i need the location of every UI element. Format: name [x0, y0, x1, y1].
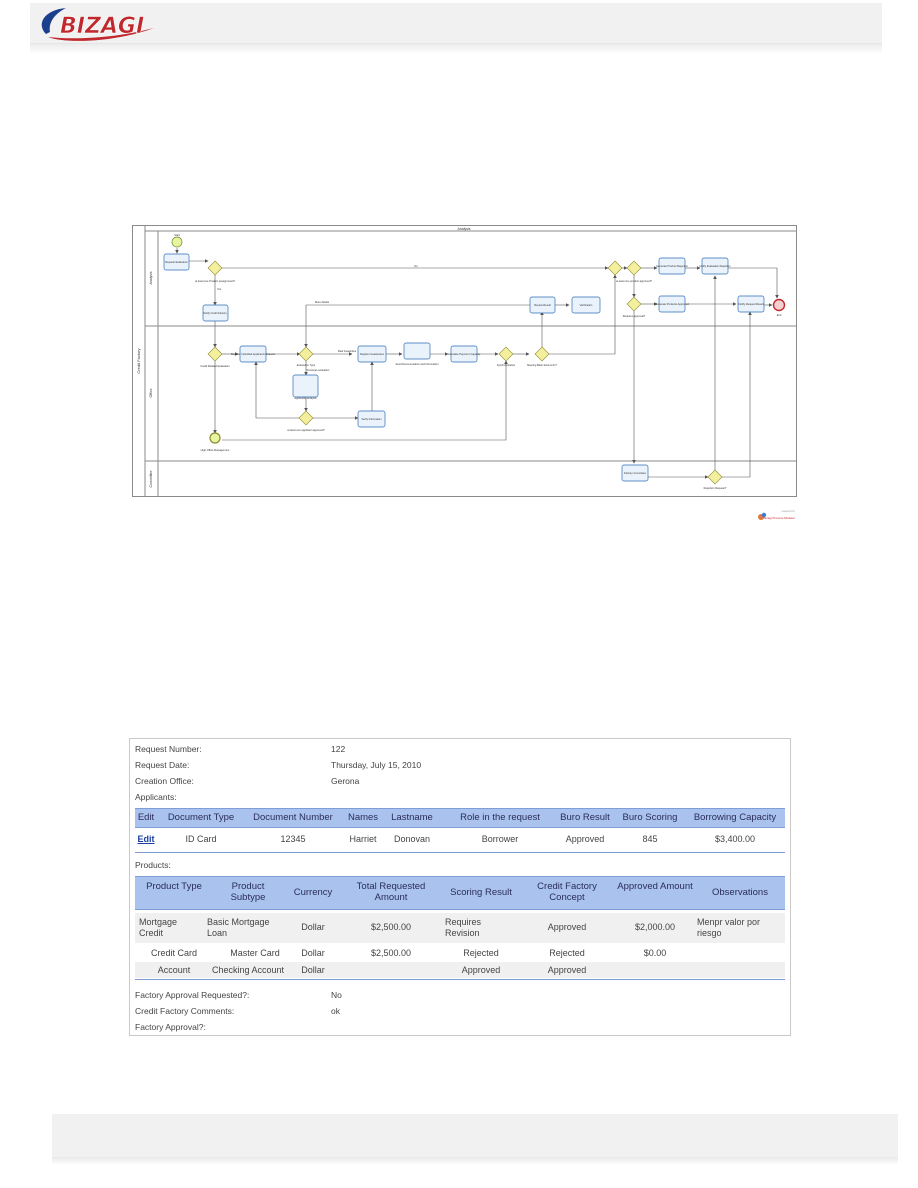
pool-title: Analysis	[457, 227, 471, 231]
svg-text:No: No	[414, 265, 418, 268]
svg-text:Meeting Basic Economic?: Meeting Basic Economic?	[527, 364, 557, 367]
svg-text:Verify Information: Verify Information	[361, 418, 382, 421]
svg-text:powered by: powered by	[781, 510, 795, 513]
applicants-grid-header: Edit Document Type Document Number Names Lastname Role in the request Buro Result Buro Scoring Borrowing Capacity	[135, 808, 785, 828]
svg-text:Credit Related Evaluation: Credit Related Evaluation	[200, 365, 230, 368]
svg-text:Generate Products Approved: Generate Products Approved	[655, 303, 689, 306]
lane-analysis: Analysis	[149, 271, 153, 285]
request-form: Request Number: 122 Request Date: Thursday, July 15, 2010 Creation Office: Gerona Applicants: Edit Document Type Document Number Names Lastname Role in the request Buro Result Buro Scoring Borrowing Capacity Edit ID Card 12345 Harriet Donovan Borrower Approved 845 $3,400.00 Products: Product Type Product Subtype Currency Total Requested Amount Scoring Result Credit Factory Concept Approved Amount Observations Mortgage Credit Basic Mortgage Loan Dollar $2,500.00 Requires Revision Approved $2,000.00 Menpr valor por riesgo Credit Card Master Card Dollar $2,500.00 Rejected Rejected $0.00 Account Checking Account Dollar Approved Approved Factory Approval Requested?: No Credit Factory Comments: ok Factory Approval?:	[129, 738, 791, 1036]
edit-applicant-link[interactable]: Edit	[137, 834, 155, 844]
svg-text:at least one Product preapprov: at least one Product preapproved?	[195, 280, 235, 283]
svg-text:Calculate Payment Capacity: Calculate Payment Capacity	[447, 353, 481, 356]
svg-text:Personal evaluation: Personal evaluation	[306, 369, 330, 372]
svg-text:Generate Product Rejection: Generate Product Rejection	[655, 265, 689, 268]
applicant-row: Edit ID Card 12345 Harriet Donovan Borrower Approved 845 $3,400.00	[135, 831, 785, 849]
process-diagram	[132, 225, 797, 497]
svg-text:Request Evaluation: Request Evaluation	[165, 261, 188, 264]
task-applicants-analysis	[293, 375, 318, 397]
applicants-bottom-rule	[135, 852, 785, 853]
svg-text:High Office Management: High Office Management	[200, 449, 230, 452]
products-bottom-rule	[135, 979, 785, 980]
svg-text:at least one product approved?: at least one product approved?	[616, 280, 652, 283]
svg-text:Bizagi Process Modeler: Bizagi Process Modeler	[763, 516, 795, 520]
svg-text:Review Result: Review Result	[534, 304, 551, 307]
end-event	[774, 300, 785, 311]
product-row: Account Checking Account Dollar Approved Approved	[135, 962, 785, 978]
svg-text:More details: More details	[314, 301, 330, 304]
svg-text:Notify Credit Factory: Notify Credit Factory	[203, 312, 227, 315]
svg-text:Factory Committee: Factory Committee	[624, 472, 646, 475]
product-row: Mortgage Credit Basic Mortgage Loan Dollar $2,500.00 Requires Revision Approved $2,000.00 Menpr valor por riesgo	[135, 913, 785, 943]
svg-text:at least one applicant approve: at least one applicant approved?	[287, 429, 325, 432]
pool-label: Credit Factory	[136, 348, 141, 374]
svg-text:Synchronization: Synchronization	[496, 364, 516, 367]
svg-text:Yes: Yes	[216, 288, 222, 291]
intermediate-event	[210, 433, 220, 443]
task-send-documentation	[404, 343, 430, 359]
svg-text:Notify Evaluation Rejection: Notify Evaluation Rejection	[699, 265, 731, 268]
lane-office: Office	[149, 388, 153, 398]
product-row: Credit Card Master Card Dollar $2,500.00 Rejected Rejected $0.00	[150, 948, 667, 958]
svg-text:Verification: Verification	[579, 304, 593, 307]
svg-text:Notify Request Result: Notify Request Result	[738, 303, 764, 306]
svg-text:Start: Start	[174, 234, 180, 237]
svg-text:Register Guarantees: Register Guarantees	[360, 353, 384, 356]
bizagi-logo	[36, 4, 166, 46]
svg-text:Evaluation Type: Evaluation Type	[296, 364, 316, 367]
powered-by-logo	[755, 508, 797, 524]
svg-text:BIZAGI: BIZAGI	[60, 14, 145, 39]
footer-shadow	[52, 1157, 898, 1165]
page-footer	[52, 1114, 898, 1157]
svg-text:Real Guarantee: Real Guarantee	[337, 350, 357, 353]
products-grid-header: Product Type Product Subtype Currency Total Requested Amount Scoring Result Credit Factory Concept Approved Amount Observations	[135, 876, 785, 910]
start-event	[172, 237, 182, 247]
svg-text:Register Individual Applicants: Register Individual Applicants Request	[230, 353, 276, 356]
svg-text:End: End	[776, 314, 782, 317]
svg-text:Applicants Analysis: Applicants Analysis	[294, 397, 317, 400]
svg-text:Rejection Request?: Rejection Request?	[703, 487, 727, 490]
svg-text:Send Documentation and Informa: Send Documentation and Information	[395, 363, 439, 366]
svg-text:Requires approval?: Requires approval?	[622, 315, 646, 318]
lane-committee: Committee	[149, 470, 153, 488]
